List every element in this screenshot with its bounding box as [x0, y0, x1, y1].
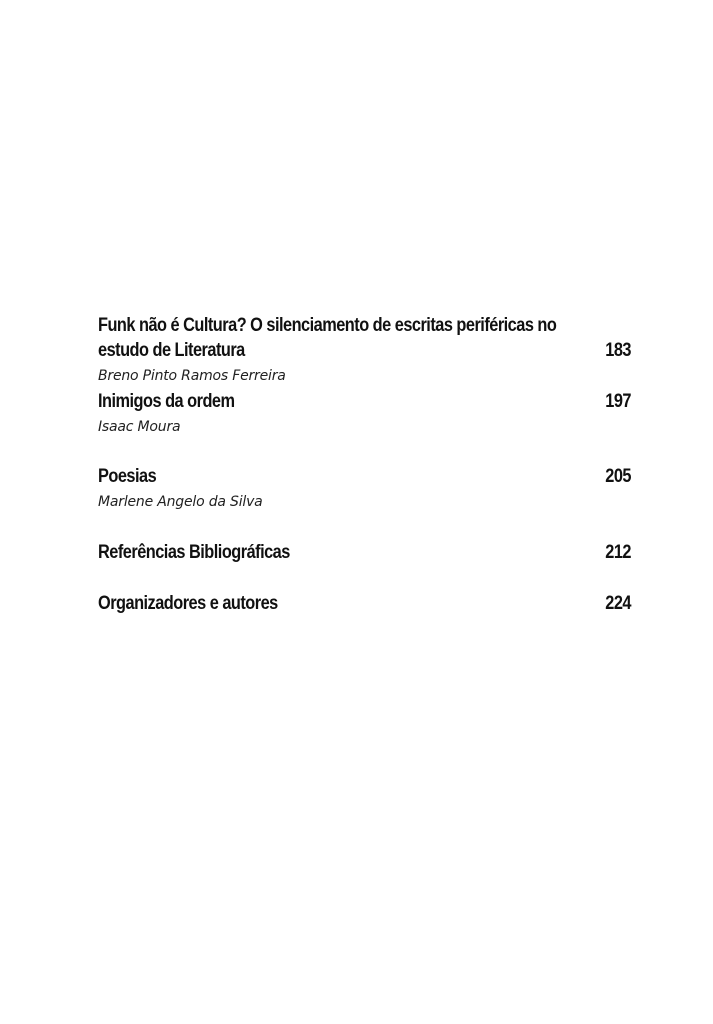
- toc-entry-title-row: [98, 389, 631, 414]
- toc-entry-author: Isaac Moura: [98, 419, 181, 435]
- toc-entry-page-number: 205: [605, 466, 631, 487]
- toc-entry-page-number: 212: [605, 542, 631, 563]
- toc-entry-title-line: Organizadores e autores: [98, 593, 278, 614]
- toc-entry-title-row: [98, 464, 631, 489]
- toc-entry-title-line: estudo de Literatura: [98, 340, 245, 361]
- table-of-contents: [98, 313, 631, 621]
- toc-entry-title: [98, 540, 593, 565]
- toc-entry-title-line: Referências Bibliográficas: [98, 542, 290, 563]
- toc-entry: [98, 591, 631, 621]
- toc-entry-title: [98, 389, 593, 414]
- toc-entry-title-line: Inimigos da ordem: [98, 391, 235, 412]
- toc-entry-page-number: 224: [605, 593, 631, 614]
- toc-entry-title: [98, 591, 593, 616]
- toc-entry-title-row: [98, 540, 631, 565]
- toc-entry-title-line: Funk não é Cultura? O silenciamento de escritas periféricas no: [98, 315, 557, 336]
- toc-entry: [98, 464, 631, 540]
- toc-entry-page-number: 183: [605, 340, 631, 361]
- toc-entry-title-line: Poesias: [98, 466, 157, 487]
- toc-entry-title: [98, 313, 593, 363]
- toc-entry-author: Breno Pinto Ramos Ferreira: [98, 368, 286, 384]
- toc-entry: [98, 389, 631, 464]
- toc-entry: [98, 313, 631, 389]
- toc-entry: [98, 540, 631, 591]
- toc-entry-title-row: [98, 313, 631, 363]
- toc-entry-author: Marlene Angelo da Silva: [98, 494, 263, 510]
- toc-entry-page-number: 197: [605, 391, 631, 412]
- toc-entry-title-row: [98, 591, 631, 616]
- toc-entry-title: [98, 464, 593, 489]
